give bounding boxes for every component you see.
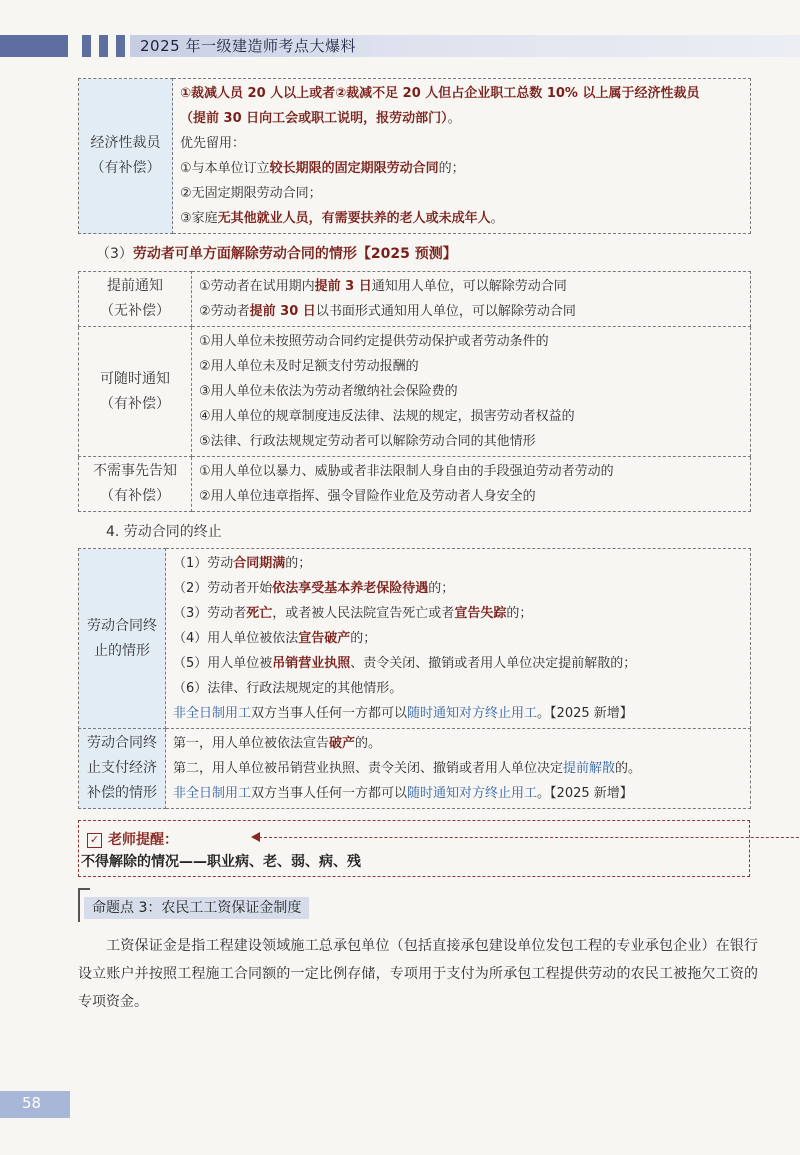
line-text: 的； xyxy=(428,581,455,596)
highlight-text: （提前 30 日向工会或职工说明，报劳动部门） xyxy=(180,111,448,126)
row-label: （无补偿） xyxy=(100,303,170,319)
content-line xyxy=(180,156,744,181)
new-content-text: 非全日制用工 xyxy=(173,786,252,801)
employee-termination-table xyxy=(78,271,751,512)
row-label-cell xyxy=(79,729,166,809)
content-line xyxy=(199,274,744,299)
row-label: 止支付经济 xyxy=(87,760,157,776)
row-label: 劳动合同终 xyxy=(87,617,157,634)
content-line xyxy=(199,484,744,509)
content-line xyxy=(199,299,744,324)
content-line xyxy=(199,429,744,454)
line-text: 。 xyxy=(490,211,504,226)
table-row xyxy=(79,79,751,234)
content-line xyxy=(173,626,744,651)
row-label: 经济性裁员 xyxy=(90,135,161,151)
line-text: 双方当事人任何一方都可以 xyxy=(251,786,408,801)
line-text: 优先留用： xyxy=(180,136,246,151)
table-row xyxy=(79,327,751,457)
line-text: 的； xyxy=(285,556,312,571)
line-text: ②用人单位未及时足额支付劳动报酬的 xyxy=(199,359,419,374)
heading-text: （3） xyxy=(96,246,133,262)
header-bar-decoration xyxy=(116,35,125,57)
page-header xyxy=(0,35,800,57)
content-line xyxy=(199,329,744,354)
highlight-text: 较长期限的固定期限劳动合同 xyxy=(269,161,439,176)
row-label: 止的情形 xyxy=(94,642,150,659)
line-text: ①用人单位未按照劳动合同约定提供劳动保护或者劳动条件的 xyxy=(199,334,549,349)
header-title: 2025 年一级建造师考点大爆料 xyxy=(140,37,356,55)
line-text: ①劳动者在试用期内 xyxy=(199,279,315,294)
tip-body: 不得解除的情况——职业病、老、弱、病、残 xyxy=(81,854,361,870)
content-line xyxy=(173,676,744,701)
row-label: 补偿的情形 xyxy=(87,785,157,801)
line-text: （4）用人单位被依法 xyxy=(173,631,299,646)
line-text: （5）用人单位被 xyxy=(173,656,273,671)
paragraph-text: 工资保证金是指工程建设领域施工总承包单位（包括直接承包建设单位发包工程的专业承包企业）在银行设立账户并按照工程施工合同额的一定比例存储，专项用于支付为所承包工程提供劳动的农民工被拖欠工资的专项资金。 xyxy=(78,938,758,1010)
row-content-cell xyxy=(192,272,751,327)
row-label-cell xyxy=(79,457,192,512)
line-text: ②用人单位违章指挥、强令冒险作业危及劳动者人身安全的 xyxy=(199,489,536,504)
line-text: 的； xyxy=(438,161,465,176)
line-text: 的； xyxy=(350,631,377,646)
row-label: 不需事先告知 xyxy=(93,463,177,479)
table-row xyxy=(79,729,751,809)
row-label-cell xyxy=(79,327,192,457)
line-text: ②劳动者 xyxy=(199,304,250,319)
new-content-text: 随时通知对方终止用工 xyxy=(407,786,538,801)
section-4-heading: 4. 劳动合同的终止 xyxy=(106,524,222,540)
new-content-text: 非全日制用工 xyxy=(173,706,252,721)
content-line xyxy=(173,551,744,576)
row-content-cell xyxy=(192,327,751,457)
line-text: 以书面形式通知用人单位，可以解除劳动合同 xyxy=(315,304,576,319)
tip-heading xyxy=(87,829,178,849)
heading-text: 劳动者可单方面解除劳动合同的情形【2025 预测】 xyxy=(132,246,457,262)
highlight-text: 提前 30 日 xyxy=(249,304,316,319)
row-content-cell xyxy=(192,457,751,512)
row-label: 可随时通知 xyxy=(100,370,170,387)
line-text: （2）劳动者开始 xyxy=(173,581,273,596)
highlight-text: 死亡 xyxy=(246,606,273,621)
row-content-cell xyxy=(166,549,751,729)
line-text: 通知用人单位，可以解除劳动合同 xyxy=(371,279,567,294)
content-line xyxy=(180,181,744,206)
header-bar-decoration xyxy=(99,35,108,57)
line-text: 第一，用人单位被依法宣告 xyxy=(173,736,330,751)
content-line xyxy=(173,756,744,781)
row-label-cell xyxy=(79,79,173,234)
row-content-cell xyxy=(173,79,751,234)
tip-arrow-line xyxy=(259,837,800,838)
row-label: 劳动合同终 xyxy=(87,735,157,751)
section-3-heading xyxy=(96,243,457,263)
economic-layoff-table xyxy=(78,78,751,234)
content-line xyxy=(173,731,744,756)
teacher-tip-box xyxy=(78,820,750,877)
line-text: 。【2025 新增】 xyxy=(537,786,633,801)
highlight-text: 破产 xyxy=(329,736,356,751)
line-text: 、责令关闭、撤销或者用人单位决定提前解散的； xyxy=(350,656,637,671)
row-label-cell xyxy=(79,549,166,729)
line-text: 。【2025 新增】 xyxy=(537,706,633,721)
line-text: ①用人单位以暴力、威胁或者非法限制人身自由的手段强迫劳动者劳动的 xyxy=(199,464,614,479)
new-content-text: 提前解散 xyxy=(563,761,616,776)
highlight-text: 宣告破产 xyxy=(298,631,351,646)
content-line xyxy=(199,354,744,379)
contract-termination-table xyxy=(78,548,751,809)
content-line xyxy=(199,379,744,404)
tip-heading-text: 老师提醒： xyxy=(108,832,178,848)
table-row xyxy=(79,549,751,729)
line-text: 。 xyxy=(447,111,461,126)
line-text: 第二，用人单位被吊销营业执照、责令关闭、撤销或者用人单位决定 xyxy=(173,761,564,776)
line-text: 双方当事人任何一方都可以 xyxy=(251,706,408,721)
line-text: ④用人单位的规章制度违反法律、法规的规定，损害劳动者权益的 xyxy=(199,409,575,424)
line-text: ⑤法律、行政法规规定劳动者可以解除劳动合同的其他情形 xyxy=(199,434,536,449)
header-bar-decoration xyxy=(0,35,68,57)
highlight-text: 依法享受基本养老保险待遇 xyxy=(272,581,429,596)
line-text: （3）劳动者 xyxy=(173,606,247,621)
topic-label: 命题点 3：农民工工资保证金制度 xyxy=(84,897,309,919)
header-bar-decoration xyxy=(82,35,91,57)
content-line xyxy=(173,576,744,601)
content-line xyxy=(180,106,744,131)
line-text: ①与本单位订立 xyxy=(180,161,270,176)
new-content-text: 随时通知对方终止用工 xyxy=(407,706,538,721)
highlight-text: 合同期满 xyxy=(233,556,286,571)
line-text: ，或者被人民法院宣告死亡或者 xyxy=(272,606,455,621)
table-row xyxy=(79,272,751,327)
line-text: 的； xyxy=(506,606,533,621)
highlight-text: ①裁减人员 20 人以上或者②裁减不足 20 人但占企业职工总数 10% 以上属于经济性裁员 xyxy=(180,86,700,101)
content-line xyxy=(173,781,744,806)
line-text: ②无固定期限劳动合同； xyxy=(180,186,322,201)
highlight-text: 无其他就业人员，有需要扶养的老人或未成年人 xyxy=(217,211,491,226)
row-label-cell xyxy=(79,272,192,327)
body-paragraph xyxy=(78,932,758,1016)
content-line xyxy=(199,404,744,429)
row-label: （有补偿） xyxy=(100,395,170,412)
content-line xyxy=(180,206,744,231)
line-text: （6）法律、行政法规规定的其他情形。 xyxy=(173,681,403,696)
line-text: 的。 xyxy=(355,736,382,751)
row-label: （有补偿） xyxy=(90,160,161,176)
line-text: ③家庭 xyxy=(180,211,218,226)
content-line xyxy=(173,601,744,626)
table-row xyxy=(79,457,751,512)
highlight-text: 吊销营业执照 xyxy=(272,656,351,671)
line-text: ③用人单位未依法为劳动者缴纳社会保险费的 xyxy=(199,384,458,399)
content-line xyxy=(180,131,744,156)
line-text: （1）劳动 xyxy=(173,556,234,571)
page-number-tab xyxy=(0,1091,70,1118)
row-label: （有补偿） xyxy=(100,488,170,504)
highlight-text: 宣告失踪 xyxy=(454,606,507,621)
row-content-cell xyxy=(166,729,751,809)
highlight-text: 提前 3 日 xyxy=(314,279,372,294)
content-line xyxy=(199,459,744,484)
content-line xyxy=(173,701,744,726)
content-line xyxy=(180,81,744,106)
content-line xyxy=(173,651,744,676)
page-number: 58 xyxy=(22,1094,42,1112)
checkbox-icon: ✓ xyxy=(87,833,102,848)
row-label: 提前通知 xyxy=(107,278,163,294)
line-text: 的。 xyxy=(615,761,642,776)
